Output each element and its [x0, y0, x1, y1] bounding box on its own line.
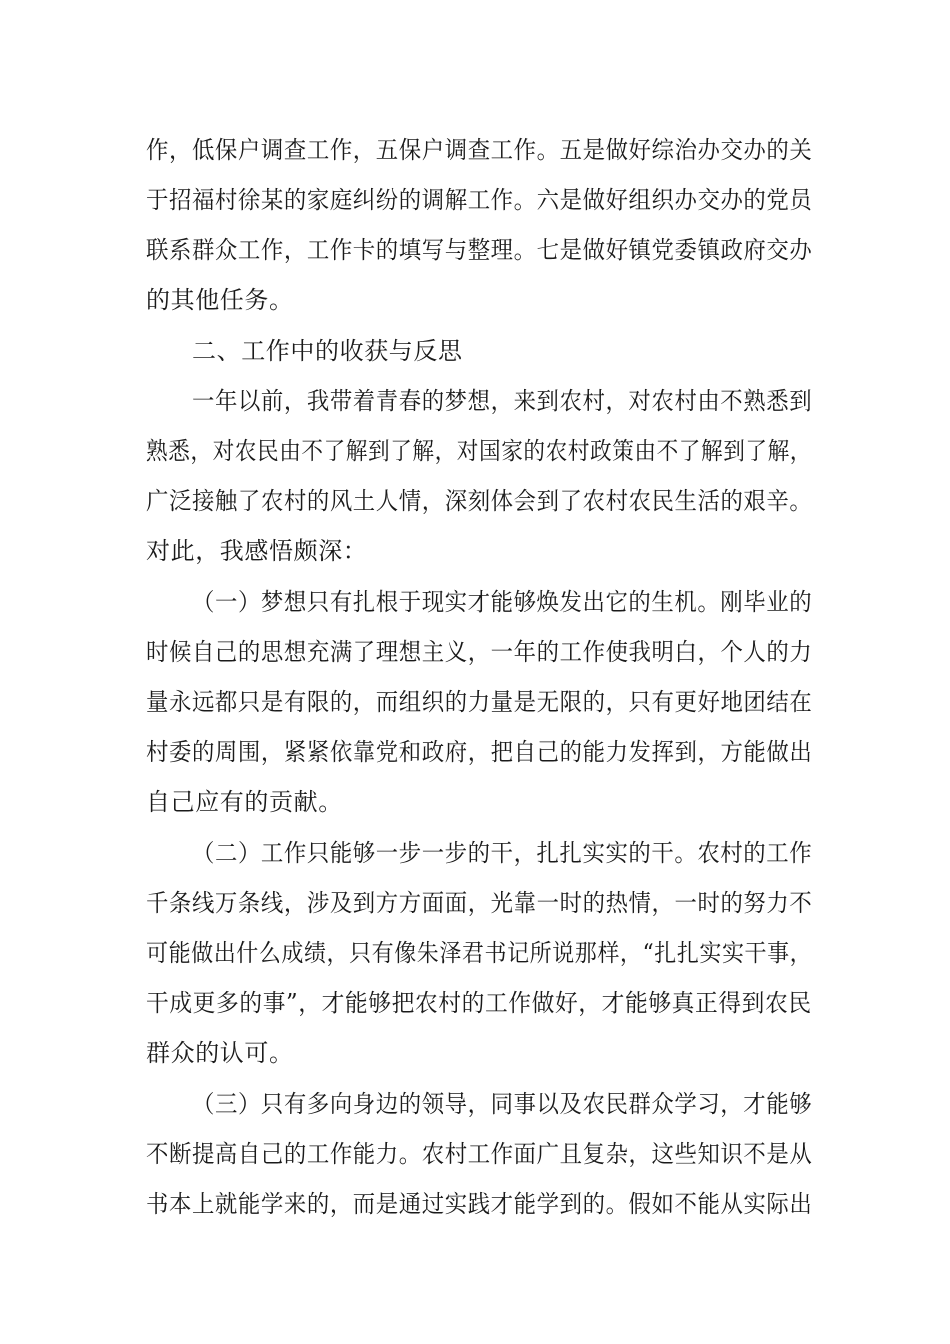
text-line: 一年以前，我带着青春的梦想，来到农村，对农村由不熟悉到 — [192, 387, 813, 415]
text-line: 干成更多的事”，才能够把农村的工作做好，才能够真正得到农民 — [146, 989, 812, 1017]
text-line: 不断提高自己的工作能力。农村工作面广且复杂，这些知识不是从 — [146, 1140, 813, 1168]
text-line: 对此，我感悟颇深： — [146, 537, 368, 565]
text-line: 千条线万条线，涉及到方方面面，光靠一时的热情，一时的努力不 — [146, 889, 813, 917]
text-line: 村委的周围，紧紧依靠党和政府，把自己的能力发挥到，方能做出 — [146, 738, 813, 766]
text-line: （二）工作只能够一步一步的干，扎扎实实的干。农村的工作 — [192, 839, 813, 867]
text-line: 的其他任务。 — [146, 286, 294, 314]
text-line: 可能做出什么成绩，只有像朱泽君书记所说那样，“扎扎实实干事， — [146, 939, 813, 967]
text-line: 自己应有的贡献。 — [146, 788, 343, 816]
text-line: （三）只有多向身边的领导，同事以及农民群众学习，才能够 — [192, 1090, 813, 1118]
text-line: 书本上就能学来的，而是通过实践才能学到的。假如不能从实际出 — [146, 1190, 813, 1218]
text-line: 时候自己的思想充满了理想主义，一年的工作使我明白，个人的力 — [146, 638, 813, 666]
text-line: 于招福村徐某的家庭纠纷的调解工作。六是做好组织办交办的党员 — [146, 186, 813, 214]
text-line: 广泛接触了农村的风土人情，深刻体会到了农村农民生活的艰辛。 — [146, 487, 813, 515]
section-heading: 二、工作中的收获与反思 — [192, 337, 463, 365]
text-line: （一）梦想只有扎根于现实才能够焕发出它的生机。刚毕业的 — [192, 588, 813, 616]
text-line: 熟悉，对农民由不了解到了解，对国家的农村政策由不了解到了解， — [146, 437, 812, 465]
text-line: 量永远都只是有限的，而组织的力量是无限的，只有更好地团结在 — [146, 688, 813, 716]
text-line: 群众的认可。 — [146, 1039, 294, 1067]
text-line: 作，低保户调查工作，五保户调查工作。五是做好综治办交办的关 — [146, 136, 813, 164]
text-line: 联系群众工作，工作卡的填写与整理。七是做好镇党委镇政府交办 — [146, 236, 813, 264]
